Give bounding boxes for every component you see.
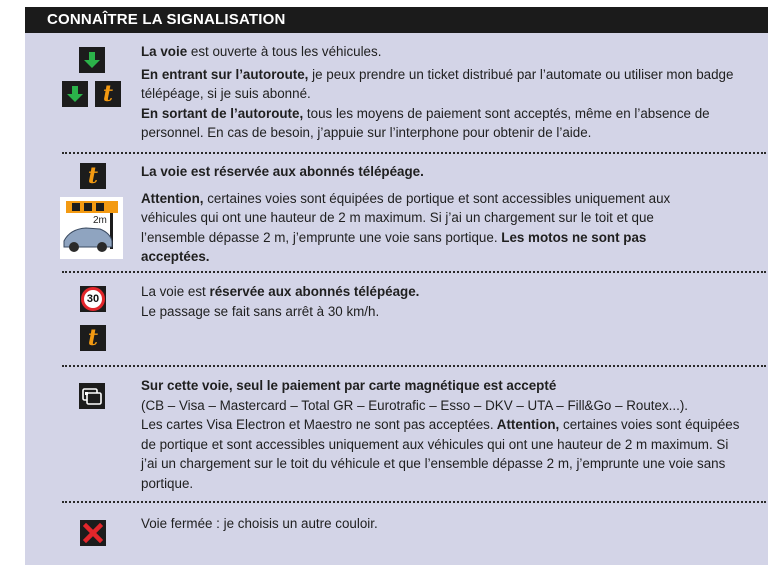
divider bbox=[62, 271, 766, 273]
open-lane-bold: La voie bbox=[141, 44, 188, 59]
section-title: CONNAÎTRE LA SIGNALISATION bbox=[25, 7, 768, 33]
height-label: 2m bbox=[93, 215, 107, 226]
divider bbox=[62, 365, 766, 367]
divider bbox=[62, 501, 766, 503]
attention-text: certaines voies sont équipées de portique et sont accessibles uniquement aux véhicules qui ont une hauteur de 2 m maximum. Si j’ai un chargement sur le toit et que l’ensemble dépasse 2 m, j’emprunte une voie sans portique. bbox=[141, 190, 671, 245]
card-attention-bold: Attention, bbox=[493, 417, 560, 432]
visa-line: Les cartes Visa Electron et Maestro ne sont pas acceptées. bbox=[141, 417, 494, 432]
green-down-arrow-icon bbox=[79, 47, 105, 73]
speed-line-2: Le passage se fait sans arrêt à 30 km/h. bbox=[141, 303, 380, 319]
motos-bold: Les motos ne sont pas acceptées. bbox=[141, 229, 647, 264]
speed-line-bold: réservée aux abonnés télépéage. bbox=[209, 284, 420, 299]
section-card-lane bbox=[141, 376, 746, 493]
card-attention-text: certaines voies sont équipées de portique et sont accessibles uniquement aux véhicules qui ont une hauteur de 2 m maximum. Si j’ai un chargement sur le toit du véhicule et que l’ensemble dépasse 2 m, j’emprunte une voie sans portique. bbox=[141, 417, 740, 491]
telepeage-t-icon: t bbox=[95, 81, 121, 107]
telepeage-t-icon: t bbox=[80, 325, 106, 351]
green-down-arrow-icon bbox=[62, 81, 88, 107]
closed-lane-text: Voie fermée : je choisis un autre couloir. bbox=[141, 516, 378, 531]
section-open-lane bbox=[141, 42, 761, 143]
telepeage-t-icon: t bbox=[80, 163, 106, 189]
section-telepeage-lane bbox=[141, 162, 741, 267]
attention-bold: Attention, bbox=[141, 190, 204, 206]
telepeage-lead: La voie est réservée aux abonnés télépéage. bbox=[141, 164, 424, 179]
divider bbox=[62, 152, 766, 154]
exit-bold: En sortant de l’autoroute, bbox=[141, 105, 304, 121]
card-list: (CB – Visa – Mastercard – Total GR – Eurotrafic – Esso – DKV – UTA – Fill&Go – Routex...). bbox=[141, 397, 688, 413]
open-lane-text: est ouverte à tous les véhicules. bbox=[187, 44, 382, 59]
entry-text: je peux prendre un ticket distribué par l’automate ou utiliser mon badge télépéage, si je suis abonné. bbox=[141, 66, 734, 101]
portique-photo bbox=[60, 197, 123, 259]
speed-limit-30-icon bbox=[80, 286, 106, 312]
speed-line-plain: La voie est bbox=[141, 284, 210, 299]
red-x-closed-icon bbox=[80, 520, 106, 546]
exit-text: tous les moyens de paiement sont acceptés, même en l’absence de personnel. En cas de besoin, j’appuie sur l’interphone pour obtenir de l’aide. bbox=[141, 105, 710, 140]
card-lead: Sur cette voie, seul le paiement par carte magnétique est accepté bbox=[141, 378, 557, 393]
card-payment-icon bbox=[79, 383, 105, 409]
section-30kmh bbox=[141, 282, 741, 321]
entry-bold: En entrant sur l’autoroute, bbox=[141, 66, 309, 82]
speed-value: 30 bbox=[86, 293, 100, 305]
